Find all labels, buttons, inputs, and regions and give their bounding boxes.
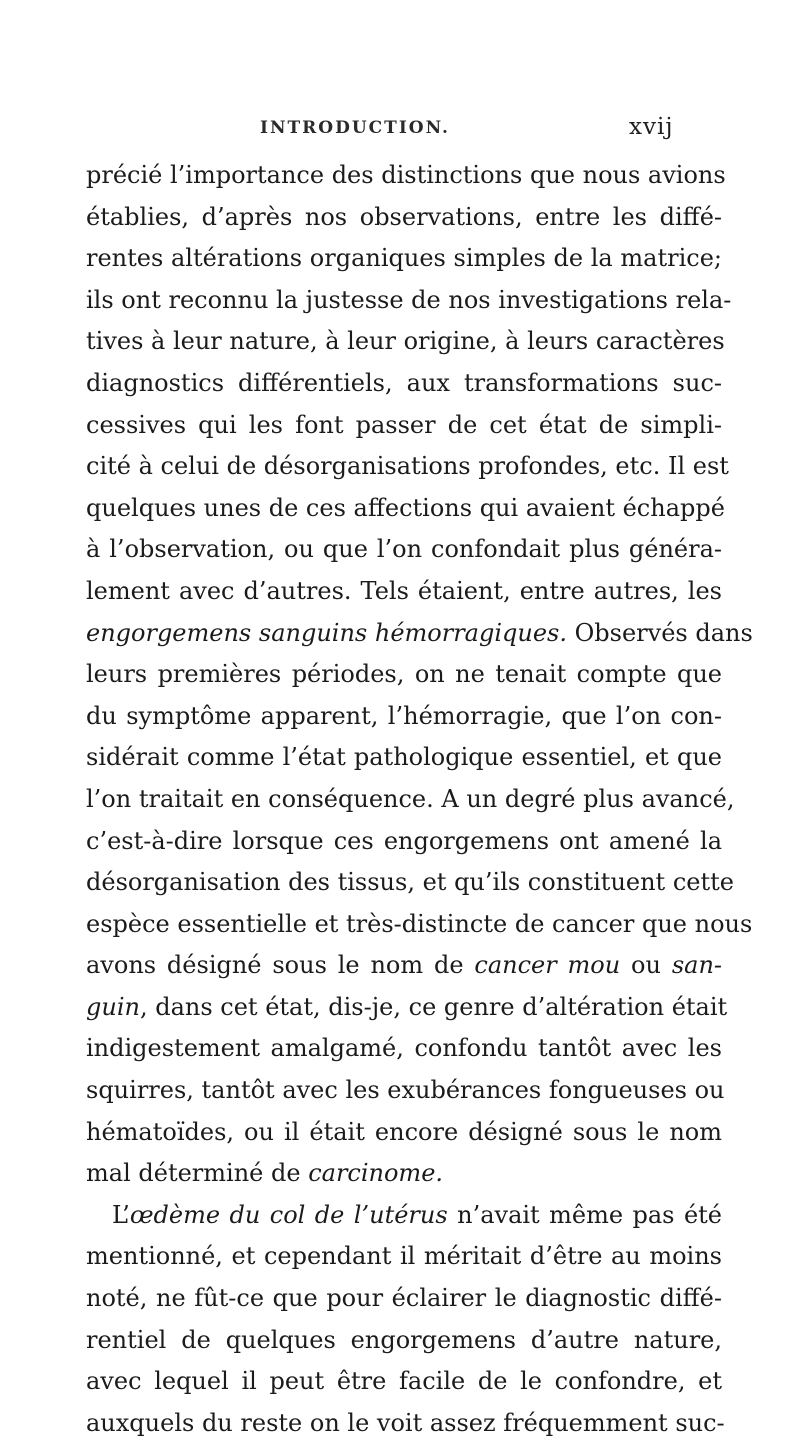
text-line: [86, 696, 722, 738]
text-line: [86, 1278, 722, 1320]
text-line: [86, 529, 722, 571]
text-segment: noté, ne fût-ce que pour éclairer le diagnostic diffé-: [86, 1284, 722, 1313]
text-line: [86, 945, 722, 987]
text-line: [86, 1236, 722, 1278]
text-segment: mentionné, et cependant il méritait d’être au moins: [86, 1242, 722, 1271]
italic-text-segment: cancer mou: [474, 951, 621, 980]
text-line: [86, 1112, 722, 1154]
text-line: [86, 1070, 725, 1112]
italic-text-segment: carcinome.: [308, 1159, 444, 1188]
text-line: [86, 321, 725, 363]
text-segment: indigestement amalgamé, confondu tantôt avec les: [86, 1034, 722, 1063]
text-segment: lement avec d’autres. Tels étaient, entre autres, les: [86, 576, 722, 605]
text-segment: espèce essentielle et très-distincte de cancer que nous: [86, 909, 753, 938]
text-line: [86, 821, 722, 863]
text-line: [86, 779, 735, 821]
text-line: [86, 904, 753, 946]
text-segment: précié l’importance des distinctions que nous avions: [86, 161, 726, 189]
text-segment: cité à celui de désorganisations profondes, etc. Il est: [86, 452, 729, 481]
text-line: [86, 238, 722, 280]
text-line: [86, 280, 732, 322]
text-line: [86, 1320, 722, 1362]
text-segment: désorganisation des tissus, et qu’ils constituent cette: [86, 868, 734, 897]
text-segment: mal déterminé de: [86, 1159, 309, 1188]
italic-text-segment: œdème du col de l’utérus: [129, 1200, 448, 1229]
text-segment: sidérait comme l’état pathologique essentiel, et que: [86, 743, 722, 772]
text-line: [86, 571, 722, 613]
text-segment: diagnostics différentiels, aux transformations suc-: [86, 368, 722, 397]
text-segment: n’avait même pas été: [447, 1200, 722, 1229]
text-line: [86, 737, 722, 779]
text-segment: l’on traitait en conséquence. A un degré plus avancé,: [86, 784, 735, 813]
text-line: [86, 197, 722, 239]
text-line: [86, 613, 753, 655]
text-segment: cessives qui les font passer de cet état de simpli-: [86, 410, 722, 439]
text-line: [86, 1028, 722, 1070]
running-title: INTRODUCTION.: [260, 118, 450, 138]
text-segment: avec lequel il peut être facile de le confondre, et: [86, 1367, 722, 1396]
text-segment: avons désigné sous le nom de: [86, 951, 475, 980]
text-segment: à l’observation, ou que l’on confondait plus généra-: [86, 535, 722, 564]
text-line: [86, 488, 725, 530]
text-segment: du symptôme apparent, l’hémorragie, que l’on con-: [86, 701, 722, 730]
text-line: [86, 1195, 722, 1237]
text-line: [86, 363, 722, 405]
text-segment: hématoïdes, ou il était encore désigné sous le nom: [86, 1117, 722, 1146]
text-segment: tives à leur nature, à leur origine, à leurs caractères: [86, 327, 725, 356]
text-line: [86, 405, 722, 447]
text-segment: quelques unes de ces affections qui avaient échappé: [86, 493, 725, 522]
text-line: [86, 862, 734, 904]
text-segment: squirres, tantôt avec les exubérances fongueuses ou: [86, 1076, 725, 1105]
text-line: [86, 1361, 722, 1403]
text-segment: rentes altérations organiques simples de la matrice;: [86, 244, 722, 273]
text-line: [86, 1403, 725, 1444]
text-segment: L’: [112, 1200, 130, 1229]
page-number: xvij: [629, 114, 674, 140]
text-line: [86, 155, 726, 197]
text-segment: leurs premières périodes, on ne tenait compte que: [86, 660, 722, 689]
text-line: [86, 654, 722, 696]
text-segment: ils ont reconnu la justesse de nos investigations rela-: [86, 285, 732, 314]
italic-text-segment: san-: [671, 951, 723, 980]
text-segment: c’est-à-dire lorsque ces engorgemens ont amené la: [86, 826, 722, 855]
text-segment: ou: [620, 951, 672, 980]
text-segment: auxquels du reste on le voit assez fréquemment suc-: [86, 1408, 725, 1437]
text-segment: Observés dans: [566, 618, 753, 647]
text-segment: , dans cet état, dis-je, ce genre d’altération était: [139, 992, 728, 1021]
text-line: [86, 987, 728, 1029]
text-line: [86, 1153, 722, 1195]
italic-text-segment: engorgemens sanguins hémorragiques.: [86, 618, 567, 647]
text-segment: établies, d’après nos observations, entre les diffé-: [86, 202, 722, 231]
italic-text-segment: guin: [86, 992, 140, 1021]
text-segment: rentiel de quelques engorgemens d’autre nature,: [86, 1325, 722, 1354]
text-line: [86, 446, 729, 488]
body-text: [86, 155, 753, 1444]
